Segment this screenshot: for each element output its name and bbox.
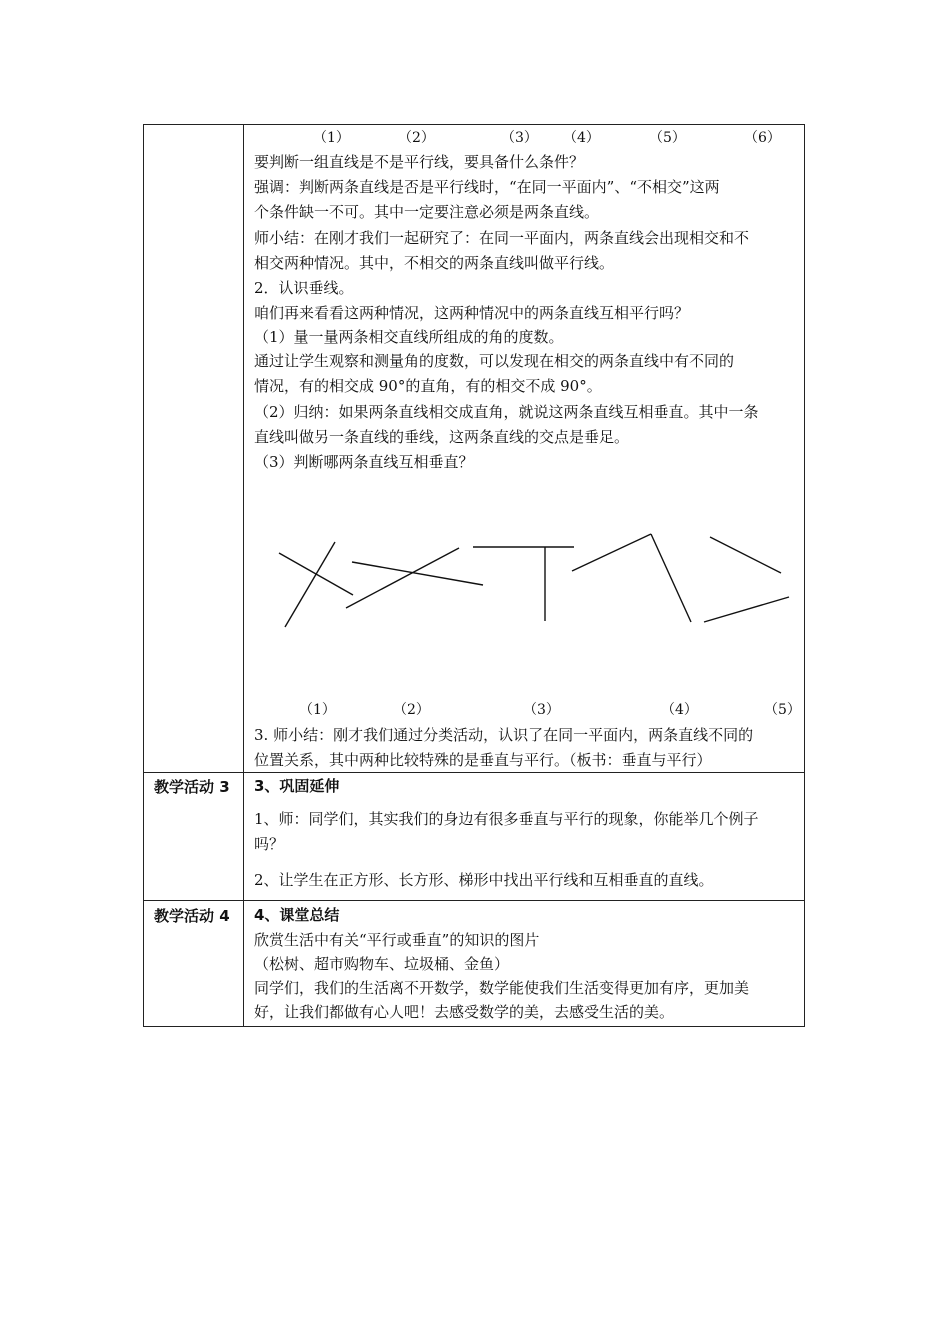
pair4-line-b [651, 534, 691, 622]
text-line: （2）归纳：如果两条直线相交成直角，就说这两条直线互相垂直。其中一条 [254, 403, 759, 421]
activity3-line: 2、让学生在正方形、长方形、梯形中找出平行线和互相垂直的直线。 [254, 871, 714, 889]
text-line: 情况，有的相交成 90°的直角，有的相交不成 90°。 [254, 377, 602, 395]
figure-number-2: （2） [393, 702, 430, 718]
text-line: （3）判断哪两条直线互相垂直？ [254, 453, 474, 471]
activity4-line: 同学们，我们的生活离不开数学，数学能使我们生活变得更加有序，更加美 [254, 979, 750, 997]
text-line: 要判断一组直线是不是平行线，要具备什么条件？ [254, 153, 585, 171]
text-line: 强调：判断两条直线是否是平行线时，“在同一平面内”、“不相交”这两 [254, 178, 720, 196]
figure-number-3: （3） [523, 702, 560, 718]
top-number-2: （2） [398, 130, 435, 146]
text-line: （1）量一量两条相交直线所组成的角的度数。 [254, 328, 564, 346]
text-line: 个条件缺一不可。其中一定要注意必须是两条直线。 [254, 203, 600, 221]
activity3-label: 教学活动 3 [154, 778, 230, 796]
top-number-6: （6） [744, 130, 781, 146]
activity4-line: 好，让我们都做有心人吧！去感受数学的美，去感受生活的美。 [254, 1003, 675, 1021]
activity3-heading: 3、巩固延伸 [254, 777, 340, 795]
activity4-line: 欣赏生活中有关“平行或垂直”的知识的图片 [254, 931, 540, 949]
pair1-line-b [285, 542, 335, 627]
activity4-heading: 4、课堂总结 [254, 906, 340, 924]
text-line: 相交两种情况。其中，不相交的两条直线叫做平行线。 [254, 254, 615, 272]
figure-number-4: （4） [661, 702, 698, 718]
top-number-3: （3） [501, 130, 538, 146]
figure-number-1: （1） [299, 702, 336, 718]
pair5-line-b [704, 597, 789, 622]
text-line: 咱们再来看看这两种情况，这两种情况中的两条直线互相平行吗？ [254, 304, 690, 322]
top-number-5: （5） [649, 130, 686, 146]
text-line: 师小结：在刚才我们一起研究了：在同一平面内，两条直线会出现相交和不 [254, 229, 750, 247]
activity3-line: 1、师：同学们，其实我们的身边有很多垂直与平行的现象，你能举几个例子 [254, 810, 759, 828]
top-number-1: （1） [313, 130, 350, 146]
text-line: 通过让学生观察和测量角的度数，可以发现在相交的两条直线中有不同的 [254, 352, 735, 370]
summary-line: 3. 师小结：刚才我们通过分类活动，认识了在同一平面内，两条直线不同的 [254, 726, 754, 744]
activity4-line: （松树、超市购物车、垃圾桶、金鱼） [254, 955, 510, 973]
activity4-label: 教学活动 4 [154, 907, 230, 925]
pair2-line-a [352, 562, 483, 585]
figure-number-5: （5） [764, 702, 801, 718]
text-line: 2．认识垂线。 [254, 279, 354, 297]
top-number-4: （4） [563, 130, 600, 146]
text-line: 直线叫做另一条直线的垂线，这两条直线的交点是垂足。 [254, 428, 630, 446]
summary-line: 位置关系，其中两种比较特殊的是垂直与平行。（板书：垂直与平行） [254, 751, 712, 769]
pair5-line-a [710, 537, 781, 573]
activity3-line: 吗？ [254, 835, 285, 853]
pair4-line-a [572, 534, 651, 571]
